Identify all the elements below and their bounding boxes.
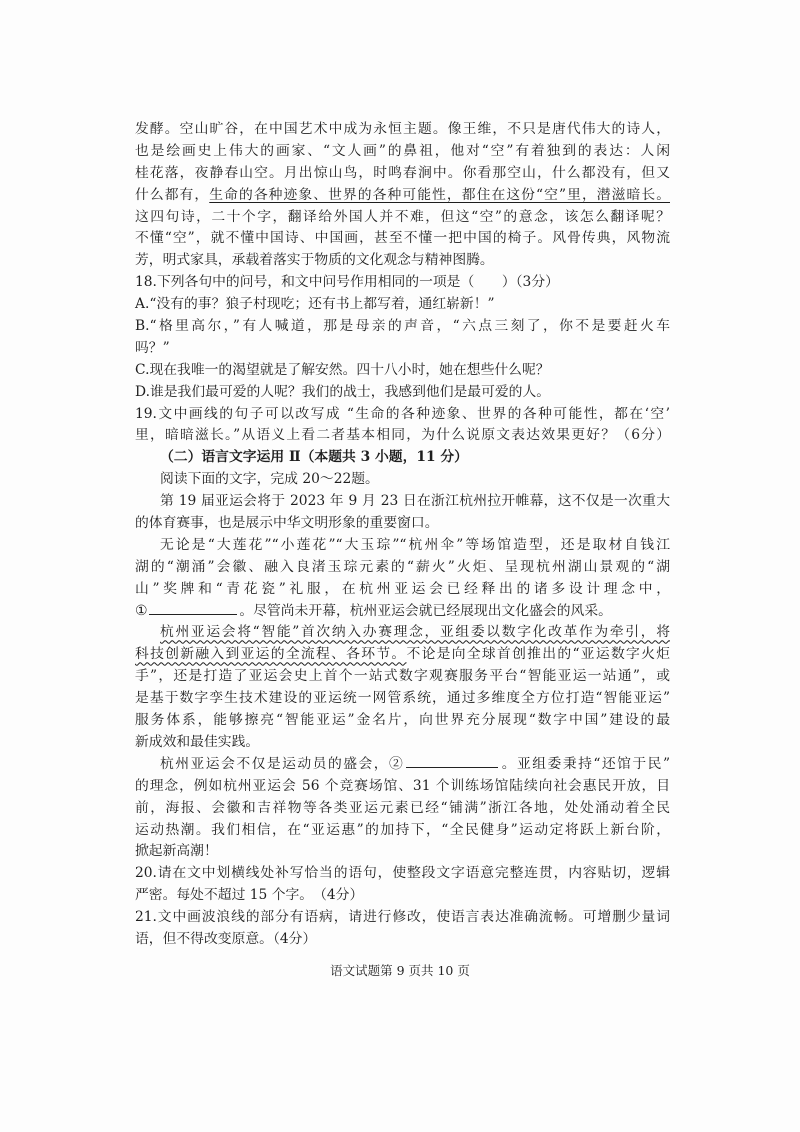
passage-2-text: 掀起新高潮！ [135,843,218,860]
passage-2-text: 运动热潮。我们相信，在“亚运惠”的加持下，“全民健身”运动定将跃上新台阶， [135,821,670,838]
passage-2-text: 新成效和最佳实践。 [135,733,260,750]
passage-text: 什么都有， [135,186,210,203]
passage-2-text: 是基于数字孪生技术建设的亚运统一网管系统，通过多维度全方位打造“智能亚运” [135,690,670,707]
passage-2-text: 。亚组委秉持“还馆于民” [500,755,671,772]
page-footer: 语文试题第 9 页共 10 页 [330,963,470,978]
passage-2-line [135,557,670,579]
passage-2-line [135,710,670,732]
passage-2-text: 无论是“大莲花”“小莲花”“大玉琮”“杭州伞”等场馆造型，还是取材自钱江 [160,536,670,553]
question-19-line: 里，暗暗滋长。”从语义上看二者基本相同，为什么说原文表达效果更好？（6分） [135,427,670,444]
passage-text: 发酵。空山旷谷，在中国艺术中成为永恒主题。像王维，不只是唐代伟大的诗人， [135,121,670,137]
section-instruction: 阅读下面的文字，完成 20～22题。 [160,471,379,488]
passage-text: 也是绘画史上伟大的画家、“文人画”的鼻祖，他对“空”有着独到的表达：人闲 [135,142,670,159]
passage-2-line [135,666,670,688]
passage-2-line [135,535,670,557]
question-18-option-b-cont: 吗？” [135,339,170,356]
question-18-option-c: C.现在我唯一的渴望就是了解安然。四十八小时，她在想些什么呢？ [135,361,550,378]
passage-2-line [135,798,670,820]
passage-2-line [135,622,670,644]
passage-2-text: 。尽管尚未开幕，杭州亚运会就已经展现出文化盛会的风采。 [239,602,612,619]
passage-text: 芳，明式家具，承载着落实于物质的文化观念与精神图腾。 [135,252,494,269]
passage-line [135,228,670,250]
passage-line [135,207,670,229]
passage-2-line [135,513,670,535]
passage-2-text: 前，海报、会徽和吉祥物等各类亚运元素已经“铺满”浙江各地，处处涌动着全民 [135,799,670,816]
passage-2-text: 湖的“潮涌”会徽、融入良渚玉琮元素的“薪火”火炬、呈现杭州湖山景观的“湖 [135,558,670,575]
question-21-line: 语，但不得改变原意。（4分） [135,930,317,947]
passage-text: 这四句诗，二十个字，翻译给外国人并不难，但这“空”的意念，该怎么翻译呢？ [135,208,670,225]
question-19-line: 19.文中画线的句子可以改写成 “生命的各种迹象、世界的各种可能性，都在‘空’ [135,405,670,422]
passage-2-line [135,732,670,754]
passage-2-line [135,601,670,623]
passage-line [135,185,670,207]
question-20-line: 严密。每处不超过 15 个字。 （4分） [135,887,364,904]
passage-2-line [135,776,670,798]
wavy-underlined-text: 杭州亚运会将“智能”首次纳入办赛理念，亚组委以数字化改革作为牵引，将 [160,624,670,641]
passage-2-text: 第 19 届亚运会将于 2023 年 9 月 23 日在浙江杭州拉开帷幕，这不仅是一次重大 [160,493,670,510]
passage-text: 桂花落，夜静春山空。月出惊山鸟，时鸣春涧中。你看那空山，什么都没有，但又 [135,164,670,181]
passage-2-text: 山”奖牌和“青花瓷”礼服，在杭州亚运会已经释出的诸多设计理念中， [135,580,670,597]
passage-2-text: 杭州亚运会不仅是运动员的盛会，② [160,755,405,772]
page-text [135,119,670,951]
passage-2-line [135,579,670,601]
passage-line [135,119,670,141]
underlined-sentence: 生命的各种迹象、世界的各种可能性，都住在这份“空”里，潜滋暗长。 [209,186,670,203]
passage-text: 不懂“空”，就不懂中国诗、中国画，甚至不懂一把中国的椅子。风骨传典，风物流 [135,230,670,247]
passage-2-line [135,644,670,666]
passage-2-line [135,491,670,513]
passage-2-line [135,754,670,776]
passage-2-text: 手”，还是打造了亚运会史上首个一站式数字观赛服务平台“智能亚运一站通”，或 [135,668,670,685]
passage-2-text: 的理念，例如杭州亚运会 56 个竞赛场馆、31 个训练场馆陆续向社会惠民开放，目 [135,777,670,794]
question-21-line: 21.文中画波浪线的部分有语病，请进行修改，使语言表达准确流畅。可增删少量词 [135,909,670,926]
passage-2-line [135,688,670,710]
question-20-line: 20.请在文中划横线处补写恰当的语句，使整段文字语意完整连贯，内容贴切，逻辑 [135,865,670,882]
question-18-option-b: B.“格里高尔，”有人喊道，那是母亲的声音，“六点三刻了，你不是要赶火车 [135,318,670,335]
blank-marker: ① [135,602,148,619]
passage-2-text: 的体育赛事，也是展示中华文明形象的重要窗口。 [135,515,439,532]
passage-line [135,163,670,185]
answer-blank-1[interactable] [149,601,237,615]
answer-blank-2[interactable] [406,754,498,768]
passage-2-line [135,820,670,842]
question-18-option-a: A.“没有的事？狼子村现吃；还有书上都写着，通红崭新！” [135,296,495,313]
wavy-underlined-text: 科技创新融入到亚运的全流程、各环节。 [135,646,407,663]
passage-2-text: 不论是向全球首创推出的“亚运数字火炬 [406,646,670,663]
passage-line [135,250,670,272]
question-18-option-d: D.谁是我们最可爱的人呢？我们的战士，我感到他们是最可爱的人。 [135,383,551,400]
section-heading: （二）语言文字运用 Ⅱ（本题共 3 小题，11 分） [160,449,468,466]
passage-2-text: 服务体系，能够擦亮“智能亚运”金名片，向世界充分展现“数字中国”建设的最 [135,712,670,729]
passage-2-line [135,841,670,863]
question-18-stem: 18.下列各句中的问号，和文中问号作用相同的一项是（ ）（3分） [135,274,559,291]
passage-line [135,141,670,163]
